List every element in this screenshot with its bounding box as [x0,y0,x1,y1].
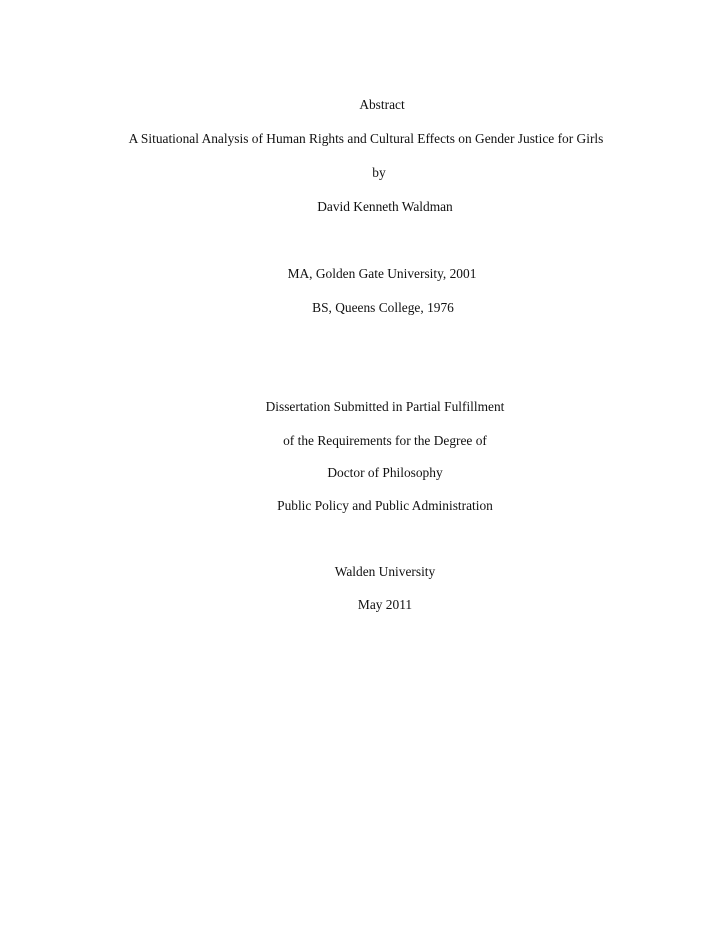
abstract-heading: Abstract [359,97,405,112]
program-name: Public Policy and Public Administration [277,498,493,513]
submission-line-2: of the Requirements for the Degree of [283,433,487,448]
submission-date: May 2011 [357,597,413,612]
dissertation-title: A Situational Analysis of Human Rights and Cultural Effects on Gender Justice for Girls [128,131,604,146]
university-name: Walden University [334,564,436,579]
submission-line-1: Dissertation Submitted in Partial Fulfillment [265,399,505,414]
by-line: by [372,165,386,180]
degree-name: Doctor of Philosophy [327,465,443,480]
degree-bs: BS, Queens College, 1976 [312,300,454,315]
degree-ma: MA, Golden Gate University, 2001 [287,266,477,281]
author-name: David Kenneth Waldman [317,199,453,214]
